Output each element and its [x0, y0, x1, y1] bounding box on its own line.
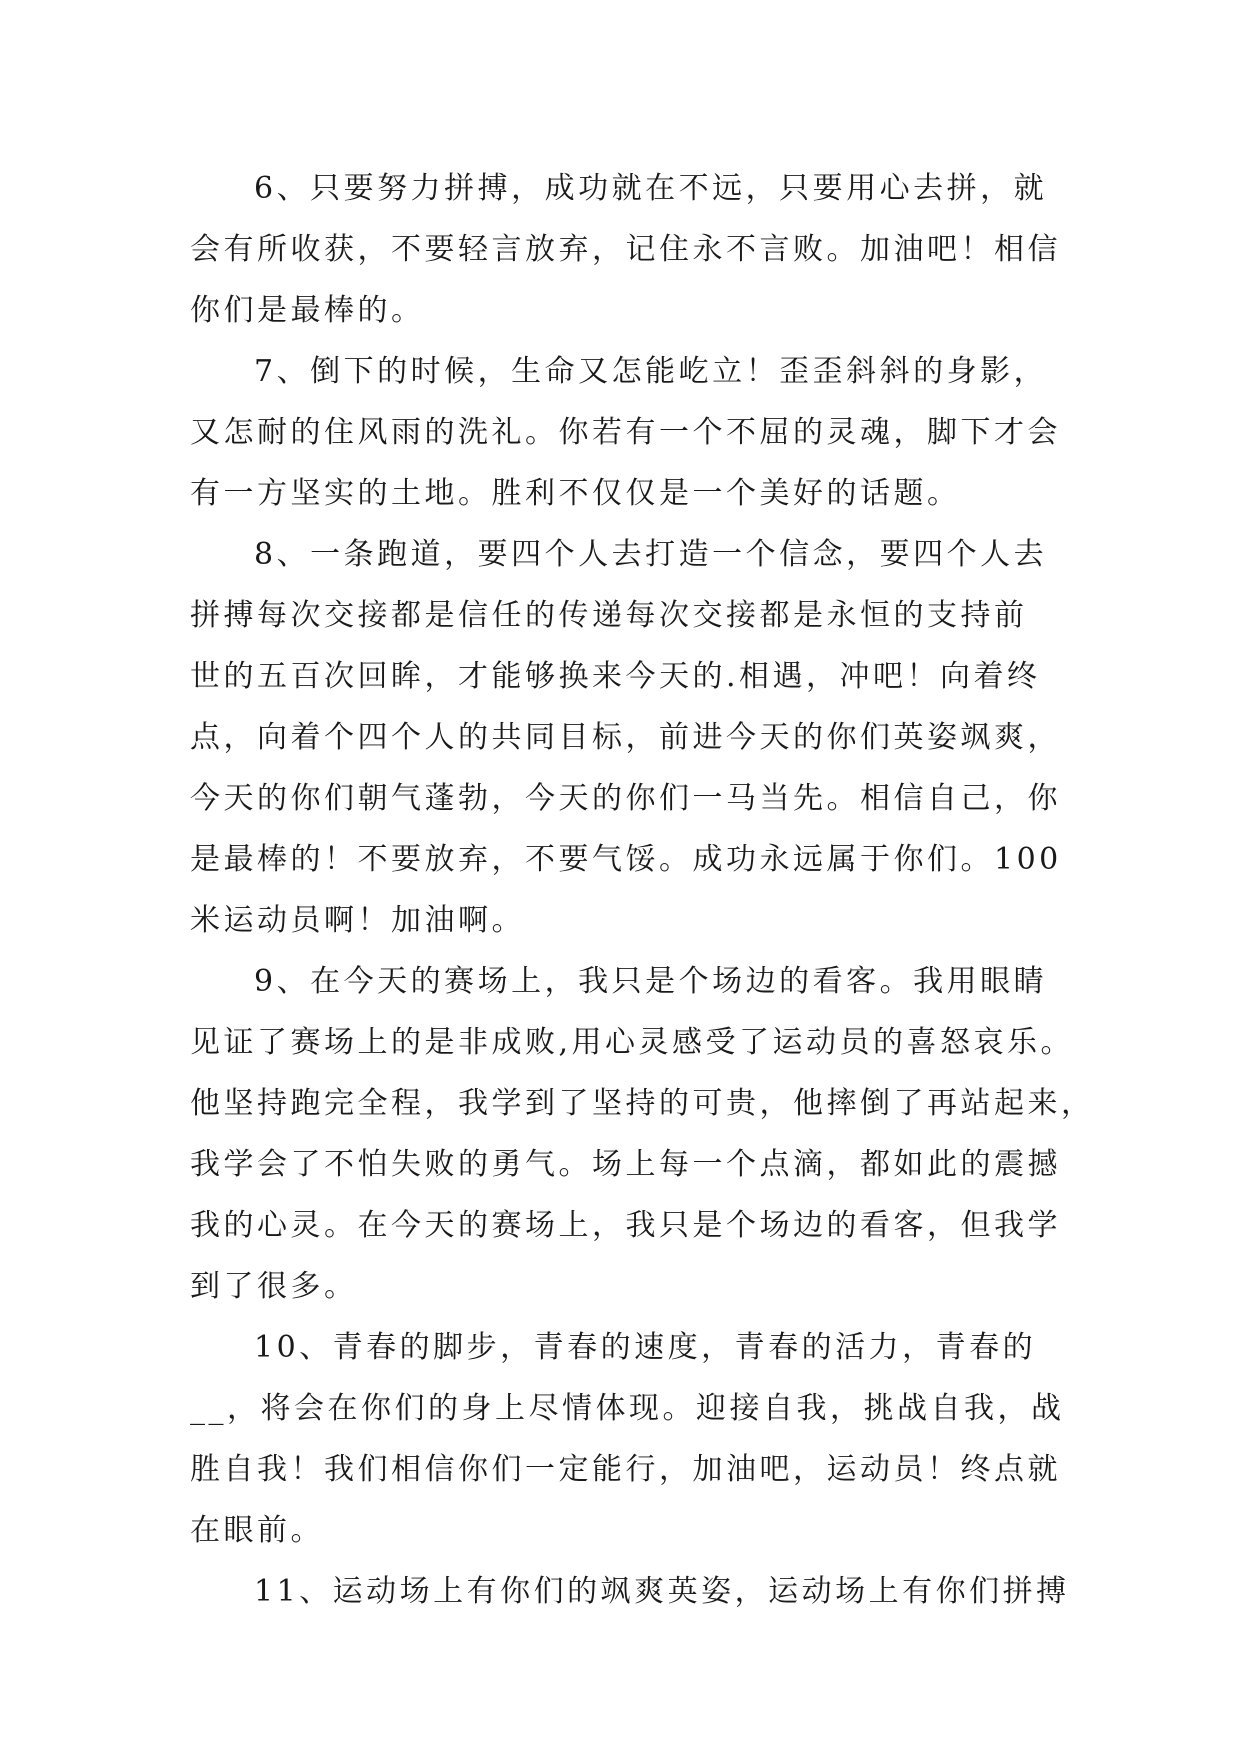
text-line: 10、青春的脚步，青春的速度，青春的活力，青春的: [254, 1330, 1037, 1365]
text-line: 你们是最棒的。: [190, 293, 425, 328]
paragraph-10: [190, 1317, 1065, 1561]
text-line: 到了很多。: [190, 1269, 358, 1304]
text-line: 又怎耐的住风雨的洗礼。你若有一个不屈的灵魂，脚下才会: [190, 415, 1061, 450]
paragraph-11: [190, 1561, 1070, 1622]
paragraph-9: [190, 951, 1095, 1317]
text-line: 是最棒的！不要放弃，不要气馁。成功永远属于你们。100: [190, 842, 1062, 877]
text-line: 点，向着个四个人的共同目标，前进今天的你们英姿飒爽，: [190, 720, 1061, 755]
text-line: 他坚持跑完全程，我学到了坚持的可贵，他摔倒了再站起来，: [190, 1086, 1095, 1121]
text-line: 会有所收获，不要轻言放弃，记住永不言败。加油吧！相信: [190, 232, 1061, 267]
text-line: 在眼前。: [190, 1513, 324, 1548]
paragraph-8: [190, 524, 1062, 951]
text-line: __，将会在你们的身上尽情体现。迎接自我，挑战自我，战: [190, 1391, 1065, 1426]
text-line: 见证了赛场上的是非成败,用心灵感受了运动员的喜怒哀乐。: [190, 1025, 1075, 1060]
paragraph-7: [190, 341, 1061, 524]
text-line: 6、只要努力拼搏，成功就在不远，只要用心去拼，就: [254, 171, 1048, 206]
text-line: 有一方坚实的土地。胜利不仅仅是一个美好的话题。: [190, 476, 961, 511]
text-line: 我学会了不怕失败的勇气。场上每一个点滴，都如此的震撼: [190, 1147, 1061, 1182]
text-line: 拼搏每次交接都是信任的传递每次交接都是永恒的支持前: [190, 598, 1028, 633]
text-line: 今天的你们朝气蓬勃，今天的你们一马当先。相信自己，你: [190, 781, 1061, 816]
paragraph-6: [190, 158, 1061, 341]
text-line: 11、运动场上有你们的飒爽英姿，运动场上有你们拼搏: [254, 1574, 1070, 1609]
text-line: 8、一条跑道，要四个人去打造一个信念，要四个人去: [254, 537, 1048, 572]
text-line: 米运动员啊！加油啊。: [190, 903, 525, 938]
text-line: 7、倒下的时候，生命又怎能屹立！歪歪斜斜的身影，: [254, 354, 1048, 389]
text-line: 胜自我！我们相信你们一定能行，加油吧，运动员！终点就: [190, 1452, 1061, 1487]
document-body: [190, 158, 1095, 1622]
text-line: 9、在今天的赛场上，我只是个场边的看客。我用眼睛: [254, 964, 1048, 999]
text-line: 我的心灵。在今天的赛场上，我只是个场边的看客，但我学: [190, 1208, 1061, 1243]
text-line: 世的五百次回眸，才能够换来今天的.相遇，冲吧！向着终: [190, 659, 1041, 694]
